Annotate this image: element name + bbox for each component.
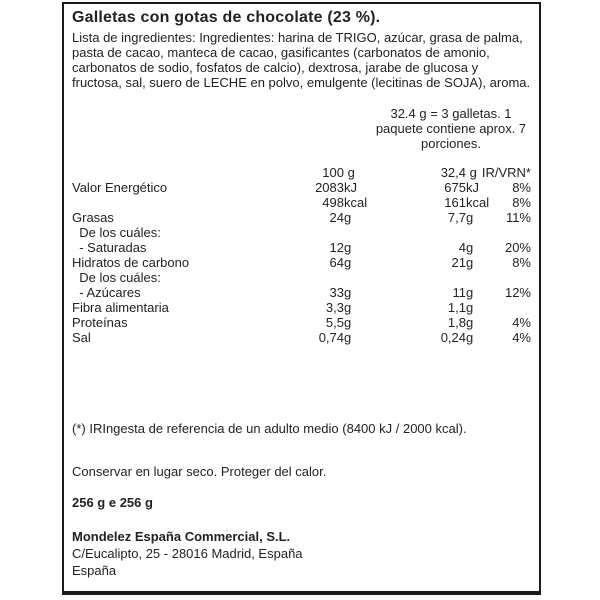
nutrient-label: De los cuáles:: [72, 270, 161, 285]
manufacturer-block: [72, 528, 531, 579]
product-title: Galletas con gotas de chocolate (23 %).: [72, 9, 381, 26]
per100-unit: g: [344, 210, 352, 225]
per100-value: 64: [329, 255, 344, 270]
per100-unit: g: [344, 240, 352, 255]
nutrient-label: Valor Energético: [72, 180, 168, 195]
table-row: [72, 285, 531, 300]
nutrient-label: Sal: [72, 330, 91, 345]
nutrient-label: Fibra alimentaria: [72, 300, 169, 315]
serving-note: 32.4 g = 3 galletas. 1 paquete contiene aprox. 7 porciones.: [375, 106, 527, 151]
nutrient-label: Grasas: [72, 210, 114, 225]
per-portion-unit: g: [466, 240, 474, 255]
ir-vrn-percent: [482, 300, 531, 315]
table-row: [72, 315, 531, 330]
per100-value: 24: [329, 210, 344, 225]
per100-value: 5,5: [325, 315, 344, 330]
per-portion-value: 1,8: [447, 315, 466, 330]
ir-vrn-percent: 8%: [512, 180, 531, 195]
header-per100-unit: g: [344, 165, 355, 180]
table-row: [72, 270, 531, 285]
per100-value: [284, 225, 344, 240]
nutrient-label: [72, 195, 284, 210]
per100-unit: kJ: [344, 180, 357, 195]
per100-unit: [344, 270, 372, 285]
per100-unit: g: [344, 330, 352, 345]
per-portion-unit: g: [466, 300, 474, 315]
manufacturer-address-line2: España: [72, 563, 117, 578]
per-portion-unit: [466, 270, 482, 285]
per-portion-unit: g: [466, 255, 474, 270]
nutrient-label: Proteínas: [72, 315, 128, 330]
ingredients-text: Lista de ingredientes: Ingredientes: harina de TRIGO, azúcar, grasa de palma, pasta de cacao, manteca de cacao, gasificantes (carbonatos de amonio, carbonatos de sodio, fosfatos de calcio), dextrosa, jarabe de glucosa y fructosa, sal, suero de LECHE en polvo, emulgente (lecitinas de SOJA), aroma.: [72, 30, 531, 90]
table-row: [72, 180, 531, 195]
per-portion-unit: g: [466, 330, 474, 345]
per-portion-unit: g: [466, 315, 474, 330]
per100-unit: g: [344, 300, 352, 315]
header-ir-vrn: IR/VRN*: [481, 165, 531, 180]
per-portion-value: 7,7: [447, 210, 466, 225]
per100-value: 33: [329, 285, 344, 300]
per-portion-value: [372, 225, 466, 240]
header-portion-value: 32,4: [440, 165, 466, 180]
ir-vrn-percent: 4%: [512, 330, 531, 345]
table-row: [72, 240, 531, 255]
ir-vrn-percent: 4%: [512, 315, 531, 330]
nutrient-label: - Saturadas: [72, 240, 147, 255]
per100-unit: g: [344, 285, 352, 300]
per100-unit: g: [344, 255, 352, 270]
per-portion-value: 11: [452, 285, 466, 300]
per-portion-unit: g: [466, 210, 474, 225]
nutrition-table-header: [72, 165, 531, 180]
ir-vrn-percent: 8%: [512, 195, 531, 210]
header-spacer: [72, 165, 284, 180]
per100-value: 2083: [315, 180, 344, 195]
per-portion-unit: g: [466, 285, 474, 300]
nutrient-label: Hidratos de carbono: [72, 255, 190, 270]
nutrition-table: [72, 165, 531, 345]
ir-vrn-percent: [482, 225, 531, 240]
net-weight: 256 g e 256 g: [72, 495, 153, 510]
per-portion-value: 675: [444, 180, 466, 195]
per100-value: 498: [322, 195, 344, 210]
per-portion-value: 4: [458, 240, 466, 255]
manufacturer-name: Mondelez España Commercial, S.L.: [72, 529, 291, 544]
per-portion-value: 21: [451, 255, 466, 270]
nutrient-label: - Azúcares: [72, 285, 141, 300]
per-portion-value: 0,24: [440, 330, 466, 345]
nutrition-table-body: [72, 180, 531, 345]
table-row: [72, 330, 531, 345]
per100-unit: kcal: [344, 195, 368, 210]
header-portion-unit: g: [466, 165, 477, 180]
per-portion-value: [372, 270, 466, 285]
ir-vrn-percent: 12%: [504, 285, 531, 300]
table-row: [72, 210, 531, 225]
ir-vrn-percent: [482, 270, 531, 285]
per-portion-unit: [466, 225, 482, 240]
header-per100-value: 100: [322, 165, 344, 180]
per-portion-value: 1,1: [447, 300, 466, 315]
ir-vrn-percent: 11%: [505, 210, 531, 225]
per100-value: 12: [329, 240, 344, 255]
per100-value: 0,74: [318, 330, 344, 345]
per100-unit: g: [344, 315, 352, 330]
table-row: [72, 255, 531, 270]
storage-instructions: Conservar en lugar seco. Proteger del calor.: [72, 464, 327, 479]
nutrient-label: De los cuáles:: [72, 225, 161, 240]
label-box: [62, 2, 541, 595]
per-portion-unit: kcal: [466, 195, 490, 210]
manufacturer-address-line1: C/Eucalipto, 25 - 28016 Madrid, España: [72, 546, 303, 561]
per100-value: 3,3: [325, 300, 344, 315]
reference-intake-footnote: (*) IRIngesta de referencia de un adulto medio (8400 kJ / 2000 kcal).: [72, 421, 467, 436]
per100-value: [284, 270, 344, 285]
table-row: [72, 300, 531, 315]
per-portion-unit: kJ: [466, 180, 479, 195]
per100-unit: [344, 225, 372, 240]
ir-vrn-percent: 20%: [504, 240, 531, 255]
table-row: [72, 195, 531, 210]
per-portion-value: 161: [444, 195, 466, 210]
ir-vrn-percent: 8%: [512, 255, 531, 270]
table-row: [72, 225, 531, 240]
